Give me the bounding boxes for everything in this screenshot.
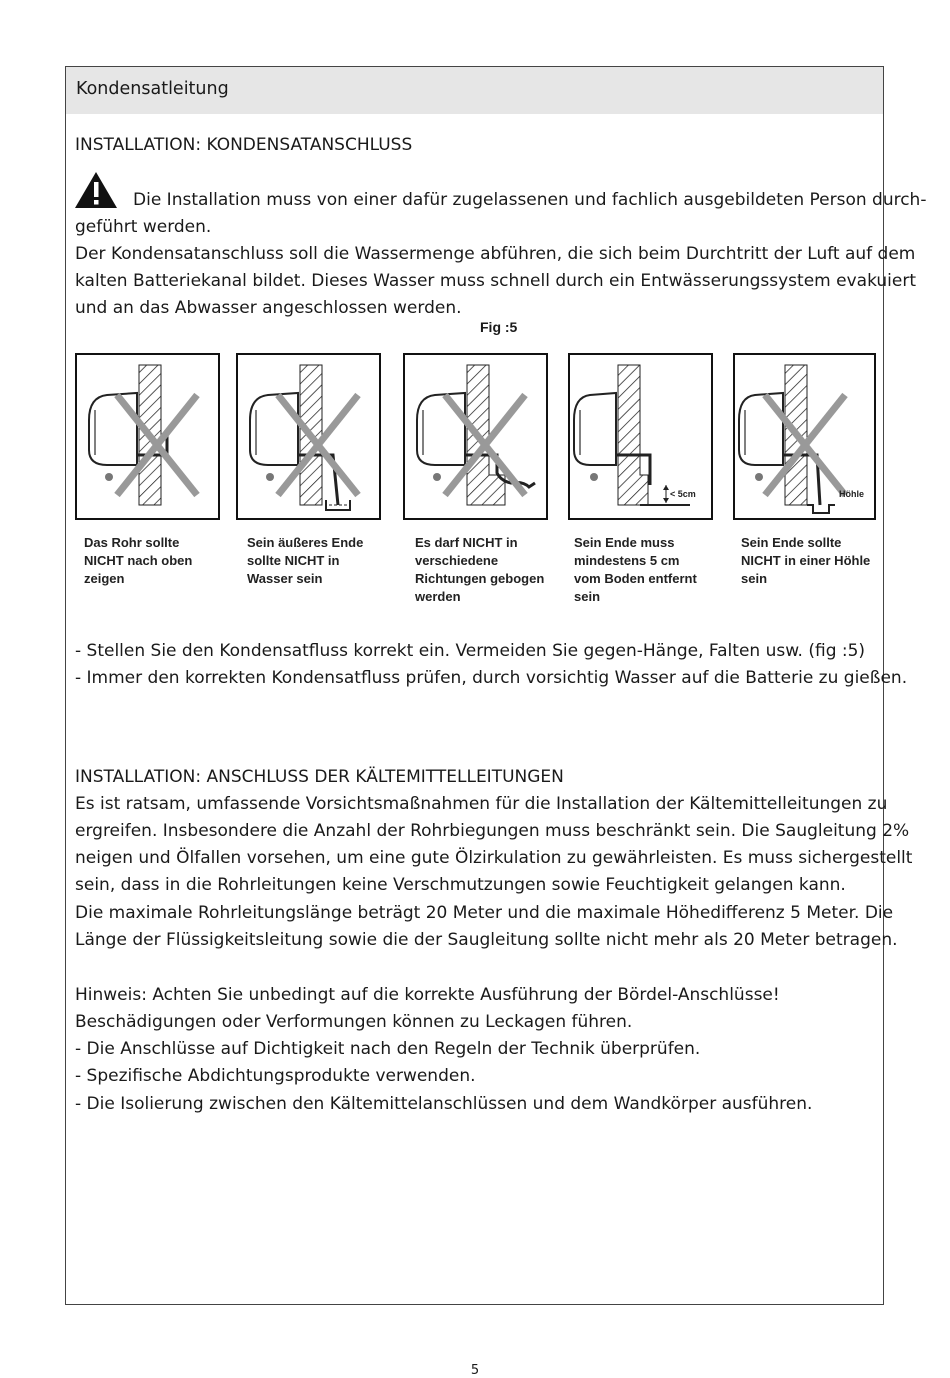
note-line: - Stellen Sie den Kondensatfluss korrekt ein. Vermeiden Sie gegen-Hänge, Falten usw. (fig :5) bbox=[75, 641, 866, 661]
caption-line: verschiedene bbox=[415, 553, 499, 568]
caption-line: zeigen bbox=[84, 571, 125, 586]
hint-line: - Die Anschlüsse auf Dichtigkeit nach den Regeln der Technik überprüfen. bbox=[75, 1039, 701, 1059]
paragraph-line: Es ist ratsam, umfassende Vorsichtsmaßnahmen für die Installation der Kältemittelleitungen zu bbox=[75, 794, 888, 814]
caption-line: Richtungen gebogen bbox=[415, 571, 545, 586]
caption-line: NICHT in einer Höhle bbox=[741, 553, 871, 568]
heading-kondensatanschluss: INSTALLATION: KONDENSATANSCHLUSS bbox=[75, 135, 413, 155]
paragraph-line: Länge der Flüssigkeitsleitung sowie die der Saugleitung sollte nicht mehr als 20 Meter betragen. bbox=[75, 930, 898, 950]
figure-panel-3 bbox=[403, 353, 548, 520]
content-frame bbox=[65, 66, 927, 1305]
heading-kaeltemittelleitungen: INSTALLATION: ANSCHLUSS DER KÄLTEMITTELLEITUNGEN bbox=[75, 767, 564, 787]
distance-label: < 5cm bbox=[670, 489, 696, 499]
paragraph-line: geführt werden. bbox=[75, 217, 212, 237]
caption-line: Wasser sein bbox=[247, 571, 323, 586]
caption-line: mindestens 5 cm bbox=[574, 553, 680, 568]
figure-panel-4 bbox=[568, 353, 713, 520]
section-title: Kondensatleitung bbox=[76, 79, 229, 99]
paragraph-line: neigen und Ölfallen vorsehen, um eine gute Ölzirkulation zu gewährleisten. Es muss sichergestellt bbox=[75, 848, 913, 868]
hint-line: - Die Isolierung zwischen den Kältemittelanschlüssen und dem Wandkörper ausführen. bbox=[75, 1094, 813, 1114]
caption-line: Sein Ende sollte bbox=[741, 535, 842, 550]
paragraph-line: sein, dass in die Rohrleitungen keine Verschmutzungen sowie Feuchtigkeit gelangen kann. bbox=[75, 875, 846, 895]
figure-label: Fig :5 bbox=[480, 319, 518, 335]
hint-line: - Spezifische Abdichtungsprodukte verwenden. bbox=[75, 1066, 476, 1086]
figure-panel-5 bbox=[733, 353, 876, 520]
page-number: 5 bbox=[470, 1363, 480, 1378]
caption-line: Sein Ende muss bbox=[574, 535, 675, 550]
figure-panel-1 bbox=[75, 353, 220, 520]
caption-line: vom Boden entfernt bbox=[574, 571, 697, 586]
paragraph-line: Die maximale Rohrleitungslänge beträgt 20 Meter und die maximale Höhedifferenz 5 Meter. Die bbox=[75, 903, 894, 923]
warning-triangle-icon bbox=[73, 170, 119, 210]
hint-line: Hinweis: Achten Sie unbedingt auf die korrekte Ausführung der Bördel-Anschlüsse! bbox=[75, 985, 780, 1005]
note-line: - Immer den korrekten Kondensatfluss prüfen, durch vorsichtig Wasser auf die Batterie zu gießen. bbox=[75, 668, 908, 688]
figure-panel-2 bbox=[236, 353, 381, 520]
figure-caption-1 bbox=[84, 534, 192, 588]
caption-line: werden bbox=[415, 589, 461, 604]
caption-line: sein bbox=[741, 571, 768, 586]
pipe-bent-illustration bbox=[405, 355, 546, 518]
paragraph-line: ergreifen. Insbesondere die Anzahl der Rohrbiegungen muss beschränkt sein. Die Saugleitung 2% bbox=[75, 821, 910, 841]
caption-line: Das Rohr sollte bbox=[84, 535, 180, 550]
paragraph-line: Die Installation muss von einer dafür zugelassenen und fachlich ausgebildeten Person durch- bbox=[133, 190, 927, 210]
paragraph-line: und an das Abwasser angeschlossen werden. bbox=[75, 298, 462, 318]
hint-line: Beschädigungen oder Verformungen können zu Leckagen führen. bbox=[75, 1012, 633, 1032]
pipe-5cm-illustration bbox=[570, 355, 711, 518]
pipe-cavity-illustration bbox=[735, 355, 874, 518]
figure-caption-2 bbox=[247, 534, 363, 588]
section-header-bar bbox=[66, 67, 883, 114]
caption-line: NICHT nach oben bbox=[84, 553, 193, 568]
figure-caption-3 bbox=[415, 534, 544, 606]
figure-caption-4 bbox=[574, 534, 697, 606]
caption-line: Sein äußeres Ende bbox=[247, 535, 364, 550]
pipe-up-illustration bbox=[77, 355, 218, 518]
caption-line: sein bbox=[574, 589, 601, 604]
paragraph-line: kalten Batteriekanal bildet. Dieses Wasser muss schnell durch ein Entwässerungssystem evakuiert bbox=[75, 271, 917, 291]
pipe-in-water-illustration bbox=[238, 355, 379, 518]
figure-caption-5 bbox=[741, 534, 870, 588]
cavity-label: Höhle bbox=[839, 489, 865, 499]
caption-line: sollte NICHT in bbox=[247, 553, 340, 568]
paragraph-line: Der Kondensatanschluss soll die Wassermenge abführen, die sich beim Durchtritt der Luft auf dem bbox=[75, 244, 916, 264]
caption-line: Es darf NICHT in bbox=[415, 535, 518, 550]
